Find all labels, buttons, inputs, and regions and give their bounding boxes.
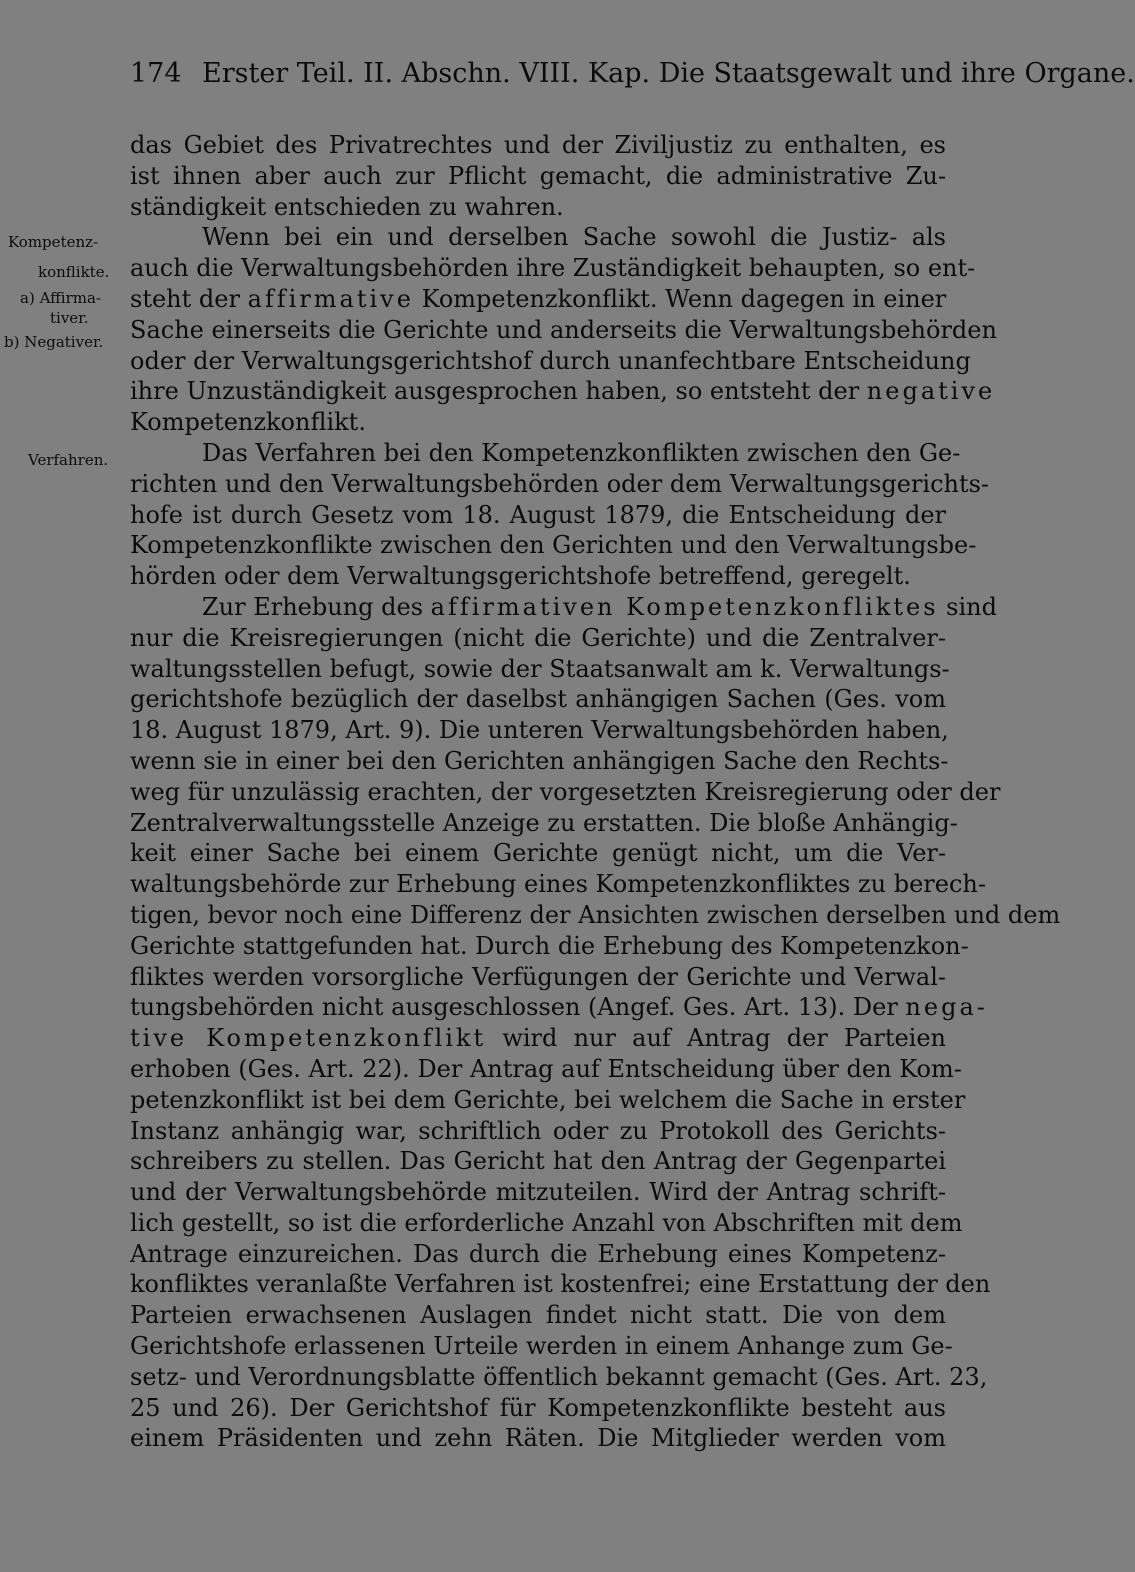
text-line: 18. August 1879, Art. 9). Die unteren Verwaltungsbehörden haben, [130,716,949,745]
text-line: Gerichte stattgefunden hat. Durch die Erhebung des Kompetenzkon- [130,931,969,960]
text-line: Parteien erwachsenen Auslagen findet nicht statt. Die von dem [130,1301,946,1330]
text-line: Sache einerseits die Gerichte und anderseits die Verwaltungsbehörden [130,315,997,344]
page-number: 174 [130,58,182,89]
text-line: lich gestellt, so ist die erforderliche Anzahl von Abschriften mit dem [130,1208,963,1237]
text-line: Kompetenzkonflikt. [130,408,366,437]
text-line: schreibers zu stellen. Das Gericht hat den Antrag der Gegenpartei [130,1147,946,1176]
text-line: Antrage einzureichen. Das durch die Erhebung eines Kompetenz- [130,1239,946,1268]
text-line: weg für unzulässig erachten, der vorgesetzten Kreisregierung oder der [130,777,1001,806]
text-line: Zur Erhebung des affirmativen Kompetenzkonfliktes sind [202,592,997,621]
text-line: konfliktes veranlaßte Verfahren ist kostenfrei; eine Erstattung der den [130,1270,991,1299]
text-line: auch die Verwaltungsbehörden ihre Zuständigkeit behaupten, so ent- [130,254,976,283]
text-line: ist ihnen aber auch zur Pflicht gemacht, die administrative Zu- [130,161,946,190]
text-line: steht der affirmative Kompetenzkonflikt. Wenn dagegen in einer [130,284,947,313]
text-line: richten und den Verwaltungsbehörden oder dem Verwaltungsgerichts- [130,469,990,498]
text-line: das Gebiet des Privatrechtes und der Ziviljustiz zu enthalten, es [130,131,946,159]
text-line: ihre Unzuständigkeit ausgesprochen haben, so entsteht der negative [130,377,996,406]
margin-note: b) Negativer. [4,333,104,351]
text-line: gerichtshofe bezüglich der daselbst anhängigen Sachen (Ges. vom [130,685,946,714]
text-line: wenn sie in einer bei den Gerichten anhängigen Sache den Rechts- [130,746,949,775]
page-header [130,58,1135,98]
text-line: erhoben (Ges. Art. 22). Der Antrag auf Entscheidung über den Kom- [130,1054,962,1083]
text-line: ständigkeit entschieden zu wahren. [130,192,564,221]
running-title: Erster Teil. II. Abschn. VIII. Kap. Die Staatsgewalt und ihre Organe. [202,58,1135,89]
text-line: fliktes werden vorsorgliche Verfügungen der Gerichte und Verwal- [130,962,946,991]
text-line: Gerichtshofe erlassenen Urteile werden in einem Anhange zum Ge- [130,1332,953,1361]
text-line: tigen, bevor noch eine Differenz der Ansichten zwischen derselben und dem [130,900,1061,929]
text-line: tungsbehörden nicht ausgeschlossen (Angef. Ges. Art. 13). Der nega- [130,993,988,1022]
text-line: oder der Verwaltungsgerichtshof durch unanfechtbare Entscheidung [130,346,971,375]
text-line: Kompetenzkonflikte zwischen den Gerichten und den Verwaltungsbe- [130,531,977,560]
margin-note: konflikte. [38,263,110,281]
text-line: keit einer Sache bei einem Gerichte genügt nicht, um die Ver- [130,839,946,868]
text-line: tive Kompetenzkonflikt wird nur auf Antrag der Parteien [130,1024,947,1053]
text-line: 25 und 26). Der Gerichtshof für Kompetenzkonflikte besteht aus [130,1393,946,1422]
text-line: nur die Kreisregierungen (nicht die Gerichte) und die Zentralver- [130,623,946,652]
text-line: waltungsbehörde zur Erhebung eines Kompetenzkonfliktes zu berech- [130,870,986,899]
body-text [130,130,1061,1454]
margin-note: a) Affirma- [20,289,101,307]
text-line: hörden oder dem Verwaltungsgerichtshofe betreffend, geregelt. [130,562,911,591]
margin-note: Kompetenz- [8,233,99,251]
margin-note: Verfahren. [28,451,109,469]
text-line: Instanz anhängig war, schriftlich oder zu Protokoll des Gerichts- [130,1116,946,1145]
text-line: petenzkonflikt ist bei dem Gerichte, bei welchem die Sache in erster [130,1085,966,1114]
margin-note: tiver. [50,309,89,327]
text-line: Wenn bei ein und derselben Sache sowohl die Justiz- als [202,223,946,252]
text-line: einem Präsidenten und zehn Räten. Die Mitglieder werden vom [130,1424,946,1453]
text-line: setz- und Verordnungsblatte öffentlich bekannt gemacht (Ges. Art. 23, [130,1362,988,1391]
text-line: waltungsstellen befugt, sowie der Staatsanwalt am k. Verwaltungs- [130,654,950,683]
text-line: hofe ist durch Gesetz vom 18. August 1879, die Entscheidung der [130,500,946,529]
text-line: Zentralverwaltungsstelle Anzeige zu erstatten. Die bloße Anhängig- [130,808,958,837]
text-line: Das Verfahren bei den Kompetenzkonflikten zwischen den Ge- [202,438,961,467]
text-line: und der Verwaltungsbehörde mitzuteilen. Wird der Antrag schrift- [130,1178,946,1207]
